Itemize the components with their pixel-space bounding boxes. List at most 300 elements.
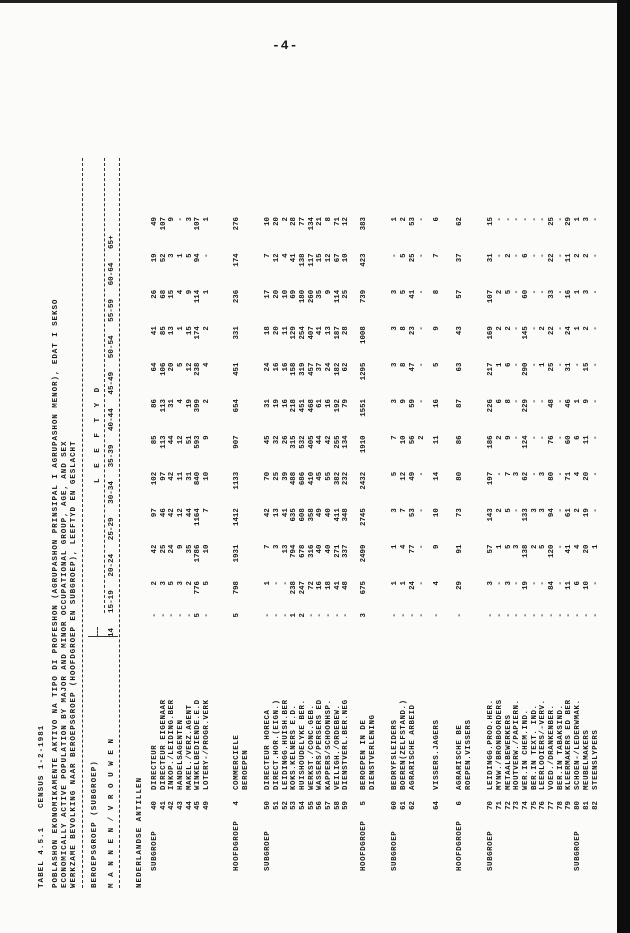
table-row	[299, 0, 308, 933]
row-name: WER.IN CHEM.IND.	[522, 709, 530, 790]
row-name: BER.IN TABAKSIND.	[556, 704, 565, 790]
cell-value: 44	[168, 435, 177, 445]
cell-value: 6	[574, 435, 583, 440]
cell-value: 61	[565, 508, 574, 518]
table-row	[308, 0, 317, 933]
cell-value: -	[530, 289, 539, 295]
cell-value: 138	[522, 544, 530, 558]
row-name: MAKEL./VERZ.AGENT	[185, 704, 194, 790]
row-name: ROEPEN.VISSERS	[464, 719, 473, 790]
cell-value: -	[539, 435, 548, 440]
cell-value: -	[530, 399, 539, 404]
column-header: 20-24	[108, 553, 116, 577]
cell-value: 3	[530, 508, 539, 513]
row-code: 51	[272, 801, 281, 810]
cell-value: 180	[298, 289, 307, 304]
cell-value: 383	[360, 217, 369, 231]
cell-value: 20	[272, 289, 281, 299]
table-row	[531, 0, 540, 933]
cell-value: 1786	[194, 544, 203, 563]
cell-value: 62	[522, 471, 530, 481]
cell-value: -	[333, 613, 342, 618]
cell-value: 468	[307, 399, 316, 413]
cell-value: 94	[194, 253, 203, 263]
table-block	[151, 0, 212, 933]
census-date: CENSUS 1-2-1981	[38, 724, 46, 808]
cell-value: 71	[565, 471, 574, 481]
cell-value: 76	[548, 435, 557, 445]
cell-value: -	[556, 217, 565, 222]
cell-value: 70	[264, 471, 273, 481]
cell-value: 20	[582, 544, 591, 554]
cell-value: -	[539, 581, 548, 586]
row-name: DIRECTEUR EIGENAAR	[159, 699, 168, 790]
row-name: VISSERS.JAGERS	[433, 719, 442, 790]
cell-value: -	[408, 613, 417, 618]
row-name: LEERLOOIERS/-VERV.	[539, 699, 548, 790]
cell-value: 37	[455, 253, 464, 263]
cell-value: 60	[565, 435, 574, 445]
cell-value: 19	[151, 253, 159, 263]
cell-value: 776	[194, 581, 203, 595]
cell-value: 678	[298, 544, 307, 558]
cell-value: 25	[548, 217, 557, 226]
cell-value: 1	[495, 362, 504, 368]
table-row	[194, 0, 203, 933]
cell-value: 192	[333, 399, 342, 413]
column-header: 60-64	[108, 262, 116, 286]
cell-value: -	[530, 581, 539, 586]
cell-value: 2432	[360, 471, 369, 490]
cell-value: -	[574, 362, 583, 368]
cell-value: -	[513, 362, 522, 368]
cell-value: -	[495, 471, 504, 477]
cell-value: 45	[316, 471, 325, 481]
cell-value: 44	[316, 435, 325, 445]
column-header: 15-19	[108, 590, 116, 613]
cell-value: -	[556, 435, 565, 440]
cell-value: 41	[565, 544, 574, 554]
cell-value: 5	[400, 253, 409, 258]
table-row	[583, 0, 592, 933]
cell-value: 840	[194, 471, 203, 486]
cell-value: 8	[400, 326, 409, 331]
cell-value: 3	[159, 581, 168, 586]
cell-value: 84	[548, 581, 557, 590]
cell-value: 1	[591, 544, 600, 550]
row-code: 78	[556, 801, 565, 810]
cell-value: -	[513, 399, 522, 404]
cell-value: 53	[408, 217, 417, 226]
row-code: 79	[565, 801, 574, 810]
cell-value: 25	[408, 253, 417, 263]
cell-value: 2	[504, 326, 513, 331]
cell-value: 9	[433, 326, 442, 331]
cell-value: 25	[159, 544, 168, 554]
table-row	[342, 0, 351, 933]
cell-value: -	[591, 326, 600, 331]
table-block	[233, 0, 250, 933]
cell-value: 217	[487, 362, 496, 376]
row-name: VEILIGH./ORDEBEW.	[333, 704, 342, 790]
table-row	[539, 0, 548, 933]
cell-value: 3	[391, 362, 400, 368]
cell-value: -	[513, 253, 522, 258]
cell-value: -	[556, 326, 565, 331]
page-number: -4-	[272, 38, 299, 53]
table-body	[151, 0, 614, 933]
cell-value: 24	[264, 362, 273, 372]
cell-value: 24	[565, 326, 574, 336]
cell-value: 25	[548, 362, 557, 372]
table-row	[186, 0, 195, 933]
cell-value: 7	[391, 435, 400, 440]
cell-value: 7	[433, 253, 442, 258]
table-row	[360, 0, 369, 933]
cell-value: 2	[504, 253, 513, 258]
cell-value: 488	[290, 471, 299, 486]
cell-value: 143	[487, 508, 496, 522]
cell-value: -	[556, 544, 565, 550]
cell-value: 6	[522, 253, 530, 258]
title-dutch: WERKZAME BEVOLKING NAAR BEROEPSGROEP (HOOFDGROEP EN SUBGROEP), LEEFTYD EN GESLACHT	[70, 440, 78, 888]
cell-value: -	[342, 613, 351, 618]
cell-value: 1	[290, 613, 299, 618]
cell-value: 113	[159, 399, 168, 413]
cell-value: 1	[264, 581, 273, 586]
cell-value: 457	[307, 362, 316, 376]
cell-value: 35	[185, 544, 194, 554]
cell-value: 5	[177, 362, 186, 368]
cell-value: 16	[433, 399, 442, 408]
cell-value: 20	[168, 362, 177, 372]
cell-value: 232	[342, 471, 351, 486]
cell-value: -	[591, 362, 600, 368]
row-name: STEENSLYPERS	[591, 729, 600, 790]
cell-value: 739	[360, 289, 369, 304]
cell-value: 2	[203, 326, 212, 331]
cell-value: 316	[307, 544, 316, 558]
table-row	[522, 0, 531, 933]
cell-value: -	[417, 508, 426, 513]
cell-value: 134	[342, 435, 351, 449]
table-block	[487, 0, 600, 933]
row-name: BER.IN TEXT. IND.	[530, 704, 539, 790]
region-label: NEDERLANDSE ANTILLEN	[136, 776, 144, 888]
cell-value: 1	[574, 399, 583, 404]
cell-value: 41	[316, 326, 325, 336]
column-header: 25-29	[108, 517, 116, 541]
row-name: BOEREN(ZELFSTAND.)	[400, 699, 409, 790]
cell-value: 80	[455, 471, 464, 481]
table-id: TABEL 4.5.1	[38, 826, 46, 888]
table-row	[548, 0, 557, 933]
row-name: BEROEPEN IN DE	[360, 719, 369, 790]
cell-value: -	[530, 217, 539, 222]
cell-value: 77	[298, 217, 307, 226]
row-code: 70	[487, 801, 496, 810]
cell-value: 16	[325, 399, 333, 408]
cell-value: 9	[433, 544, 442, 550]
cell-value: 15	[316, 253, 325, 263]
row-code: 50	[264, 801, 273, 810]
cell-value: 8	[433, 289, 442, 295]
cell-value: 11	[281, 326, 290, 336]
cell-value: -	[417, 326, 426, 331]
cell-value: 52	[159, 253, 168, 263]
row-name: WINKELBEDIENDE.E.D	[194, 699, 203, 790]
cell-value: 49	[408, 471, 417, 481]
cell-value: 102	[151, 471, 159, 486]
cell-value: 26	[151, 289, 159, 299]
cell-value: 33	[548, 289, 557, 299]
cell-value: 10	[264, 217, 273, 226]
cell-value: -	[530, 253, 539, 258]
row-code: 44	[185, 801, 194, 810]
cell-value: 7	[203, 508, 212, 513]
cell-value: 15	[582, 362, 591, 372]
table-row	[151, 0, 160, 933]
row-name: LEIDINGG.PROD.HER.	[487, 699, 496, 790]
cell-value: 410	[307, 471, 316, 486]
row-code: 77	[548, 801, 557, 810]
cell-value: 2	[203, 399, 212, 404]
cell-value: -	[522, 613, 530, 618]
cell-value: 1	[177, 253, 186, 258]
row-name: DIRECTEUR	[151, 744, 159, 790]
cell-value: 315	[290, 435, 299, 449]
table-row	[513, 0, 522, 933]
table-row	[264, 0, 273, 933]
cell-value: -	[591, 289, 600, 295]
column-header: 14	[108, 627, 116, 637]
cell-value: -	[417, 613, 426, 618]
cell-value: 63	[455, 362, 464, 372]
cell-value: -	[487, 613, 496, 618]
cell-value: 7	[504, 471, 513, 477]
cell-value: 12	[272, 253, 281, 263]
table-row	[487, 0, 496, 933]
cell-value: 3	[391, 399, 400, 404]
cell-value: 61	[316, 399, 325, 408]
cell-value: 3	[504, 581, 513, 586]
cell-value: 5	[168, 581, 177, 586]
cell-value: 133	[522, 508, 530, 522]
cell-value: -	[417, 253, 426, 258]
cell-value: -	[539, 399, 548, 404]
cell-value: 532	[298, 435, 307, 449]
cell-value: 57	[455, 289, 464, 299]
cell-value: 6	[495, 399, 504, 404]
cell-value: 3	[177, 581, 186, 586]
row-name: HANDELSAGENTEN	[177, 719, 186, 790]
cell-value: 405	[307, 435, 316, 449]
table-row	[391, 0, 400, 933]
table-row	[557, 0, 566, 933]
table-row	[418, 0, 427, 933]
cell-value: -	[556, 399, 565, 404]
cell-value: 40	[316, 544, 325, 554]
cell-value: 423	[360, 253, 369, 267]
cell-value: 46	[159, 508, 168, 518]
row-code: 73	[513, 801, 522, 810]
row-code: 82	[591, 801, 600, 810]
cell-value: 1551	[360, 399, 369, 417]
table-row	[316, 0, 325, 933]
cell-value: 9	[504, 435, 513, 440]
cell-value: 41	[408, 289, 417, 299]
cell-value: 2499	[360, 544, 369, 563]
cell-value: -	[281, 613, 290, 618]
cell-value: 635	[290, 508, 299, 522]
row-name: DIENSTVERL.BER.NEG	[342, 699, 351, 790]
cell-value: -	[513, 289, 522, 295]
cell-value: -	[548, 613, 557, 618]
row-code: 74	[522, 801, 530, 810]
row-group-label: SUBGROEP	[487, 830, 496, 871]
cell-value: 107	[159, 217, 168, 231]
cell-value: 5	[504, 508, 513, 513]
row-name: BEROEPEN	[241, 749, 250, 790]
cell-value: -	[495, 581, 504, 586]
row-code: 71	[495, 801, 504, 810]
cell-value: 68	[159, 289, 168, 299]
cell-value: 358	[307, 508, 316, 522]
cell-value: 37	[316, 362, 325, 372]
cell-value: 2	[417, 435, 426, 440]
cell-value: 654	[232, 399, 241, 413]
divider	[97, 627, 98, 637]
cell-value: 35	[316, 289, 325, 299]
row-code: 45	[194, 801, 203, 810]
cell-value: 113	[159, 435, 168, 449]
cell-value: 255	[333, 435, 342, 449]
row-code: 54	[298, 801, 307, 810]
table-row	[465, 0, 474, 933]
cell-value: 5	[185, 253, 194, 258]
cell-value: 319	[298, 362, 307, 376]
cell-value: 62	[455, 217, 464, 226]
cell-value: 6	[433, 217, 442, 222]
cell-value: 907	[232, 435, 241, 449]
cell-value: 798	[232, 581, 241, 595]
row-code: 76	[539, 801, 548, 810]
cell-value: 4	[574, 544, 583, 550]
cell-value: -	[513, 508, 522, 513]
cell-value: 9	[203, 435, 212, 440]
cell-value: 12	[177, 435, 186, 445]
cell-value: 260	[307, 289, 316, 304]
cell-value: 41	[281, 508, 290, 518]
cell-value: -	[264, 613, 273, 618]
table-block	[360, 0, 377, 933]
cell-value: 19	[272, 399, 281, 408]
column-header: 55-59	[108, 299, 116, 322]
row-code: 43	[177, 801, 186, 810]
cell-value: -	[495, 217, 504, 222]
cell-value: 77	[408, 544, 417, 554]
cell-value: 6	[504, 362, 513, 368]
cell-value: 1008	[360, 326, 369, 344]
table-row	[160, 0, 169, 933]
table-block	[391, 0, 426, 933]
row-name: DIRECT.HOR.(EIGN.)	[272, 699, 281, 790]
cell-value: 24	[168, 544, 177, 554]
cell-value: -	[185, 613, 194, 618]
cell-value: 2745	[360, 508, 369, 526]
row-code: 80	[574, 801, 583, 810]
cell-value: 80	[548, 471, 557, 481]
cell-value: 11	[433, 435, 442, 445]
cell-value: 337	[342, 544, 351, 558]
cell-value: 85	[151, 435, 159, 445]
cell-value: -	[513, 217, 522, 222]
row-name: KOKS.KELNERS E.D.	[290, 704, 299, 790]
cell-value: 8	[325, 217, 333, 222]
row-group-label: HOOFDGROEP	[455, 820, 464, 871]
row-code: 52	[281, 801, 290, 810]
cell-value: 12	[400, 471, 409, 481]
cell-value: 29	[565, 217, 574, 226]
cell-value: 25	[342, 289, 351, 299]
divider	[104, 158, 105, 613]
cell-value: -	[495, 253, 504, 258]
cell-value: 794	[290, 544, 299, 558]
cell-value: -	[539, 613, 548, 618]
cell-value: 1	[391, 544, 400, 550]
row-group-label: HOOFDGROEP	[360, 820, 369, 871]
cell-value: -	[530, 613, 539, 618]
cell-value: 67	[333, 253, 342, 263]
cell-value: -	[203, 613, 212, 618]
cell-value: 87	[455, 399, 464, 408]
cell-value: -	[530, 326, 539, 331]
row-code: 72	[504, 801, 513, 810]
row-code: 53	[290, 801, 299, 810]
cell-value: -	[455, 613, 464, 618]
cell-value: -	[530, 435, 539, 440]
cell-value: 1	[203, 217, 212, 222]
cell-value: 22	[548, 253, 557, 263]
table-row	[290, 0, 299, 933]
table-row	[177, 0, 186, 933]
cell-value: 290	[522, 362, 530, 376]
cell-value: 1	[574, 326, 583, 331]
cell-value: 182	[333, 362, 342, 376]
cell-value: -	[159, 613, 168, 618]
row-name: HOUTVERW./PAPIERN.	[513, 699, 522, 790]
cell-value: 1	[574, 217, 583, 222]
cell-value: 41	[290, 253, 299, 263]
cell-value: 5	[194, 613, 203, 618]
row-code: 6	[455, 801, 464, 806]
cell-value: -	[272, 581, 281, 586]
cell-value: 19	[522, 581, 530, 590]
row-name: KAPPERS/SCHOONHSP.	[325, 699, 333, 790]
cell-value: 593	[194, 435, 203, 449]
cell-value: 39	[281, 471, 290, 481]
cell-value: 32	[272, 435, 281, 445]
cell-value: 5	[504, 544, 513, 550]
cell-value: 1	[539, 362, 548, 368]
cell-value: -	[556, 471, 565, 477]
cell-value: 21	[316, 217, 325, 226]
cell-value: 114	[333, 289, 342, 304]
row-code: 81	[582, 801, 591, 810]
row-group-label: HOOFDGROEP	[232, 820, 241, 871]
cell-value: 348	[342, 508, 351, 522]
cell-value: 2	[495, 508, 504, 513]
